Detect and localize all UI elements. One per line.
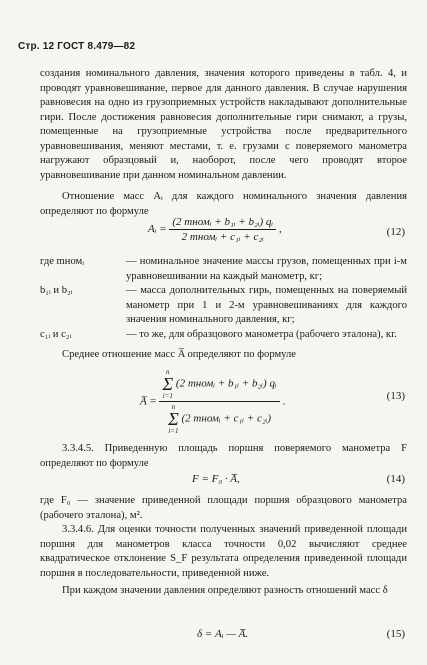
formula-12	[148, 216, 282, 243]
formula-13-numerator: n Σ i=1 (2 mномᵢ + b₁ᵢ + b₂ᵢ) qᵢ	[159, 368, 279, 402]
definition-b	[40, 284, 407, 328]
paragraph-piston-area: 3.3.4.5. Приведенную площадь поршня поверяемого манометра F определяют по формуле	[40, 443, 407, 469]
formula-12-lhs: Aᵢ =	[148, 223, 167, 236]
page-header: Стр. 12 ГОСТ 8.479—82	[18, 41, 136, 52]
paragraph-balancing: создания номинального давления, значения которого приведены в табл. 4, и проводят уравновешивание, первое для данного давления. В случае нарушения равновесия на одно из грузоприемных устройств накладывают дополнительные гири. После достижения равновесия дополнительные гири снимают, а грузы, помещенные на грузоприемные устройства после предварительного уравновешивания, меняют местами, т. е. грузами с поверяемого манометра нагружают образцовый и, наоборот, после чего проводят второе уравновешивание при данном номинальном давлении.	[40, 68, 407, 181]
paragraph-average-ratio: Среднее отношение масс A̅ определяют по формуле	[62, 349, 297, 360]
paragraph-difference: При каждом значении давления определяют разность отношений масс δ	[62, 585, 388, 596]
sum-sign: n Σ i=1	[162, 368, 174, 400]
formula-12-tail: ,	[278, 223, 282, 236]
definition-symbol: где mномᵢ	[40, 256, 84, 267]
paragraph-f0-definition: где F₀ — значение приведенной площади поршня образцового манометра (рабочего эталона), м².	[40, 495, 407, 521]
definition-text: — то же, для образцового манометра (рабочего эталона), кг.	[126, 329, 397, 340]
equation-number-14: (14)	[386, 473, 405, 485]
formula-13	[140, 368, 285, 435]
formula-12-fraction	[169, 216, 276, 243]
formula-15: δ = Aᵢ — A̅.	[197, 628, 249, 640]
paragraph-mass-ratio: Отношение масс Aᵢ для каждого номинального значения давления определяют по формуле	[40, 191, 407, 217]
definition-symbol: c₁ᵢ и c₂ᵢ	[40, 329, 72, 340]
equation-number-12: (12)	[386, 226, 405, 238]
equation-number-13: (13)	[386, 390, 405, 402]
formula-13-lhs: A̅ =	[140, 395, 157, 408]
definition-symbol: b₁ᵢ и b₂ᵢ	[40, 285, 73, 296]
formula-12-numerator: (2 mномᵢ + b₁ᵢ + b₂ᵢ) qᵢ	[169, 216, 276, 230]
equation-number-15: (15)	[386, 628, 405, 640]
formula-14: F = F₀ · A̅,	[192, 473, 240, 485]
sum-sign: n Σ i=1	[168, 403, 179, 435]
paragraph-accuracy: 3.3.4.6. Для оценки точности полученных значений приведенной площади поршня для манометров класса точности 0,02 вычисляют среднее квадратическое отклонение S_F результата определения приведенной площади поршня в последовательности, приведенной ниже.	[40, 524, 407, 579]
definition-text: — масса дополнительных гирь, помещенных на поверяемый манометр при 1 и 2-м уравновешиваниях для каждого значения номинального давления, кг;	[126, 285, 407, 325]
formula-13-fraction	[159, 368, 279, 435]
formula-13-tail: .	[282, 395, 286, 408]
formula-13-denominator: n Σ i=1 (2 mномᵢ + c₁ᵢ + c₂ᵢ)	[168, 403, 272, 435]
definition-text: — номинальное значение массы грузов, помещенных при i-м уравновешивании на каждый манометр, кг;	[126, 256, 407, 282]
formula-12-denominator: 2 mномᵢ + c₁ᵢ + c₂ᵢ	[181, 231, 264, 243]
